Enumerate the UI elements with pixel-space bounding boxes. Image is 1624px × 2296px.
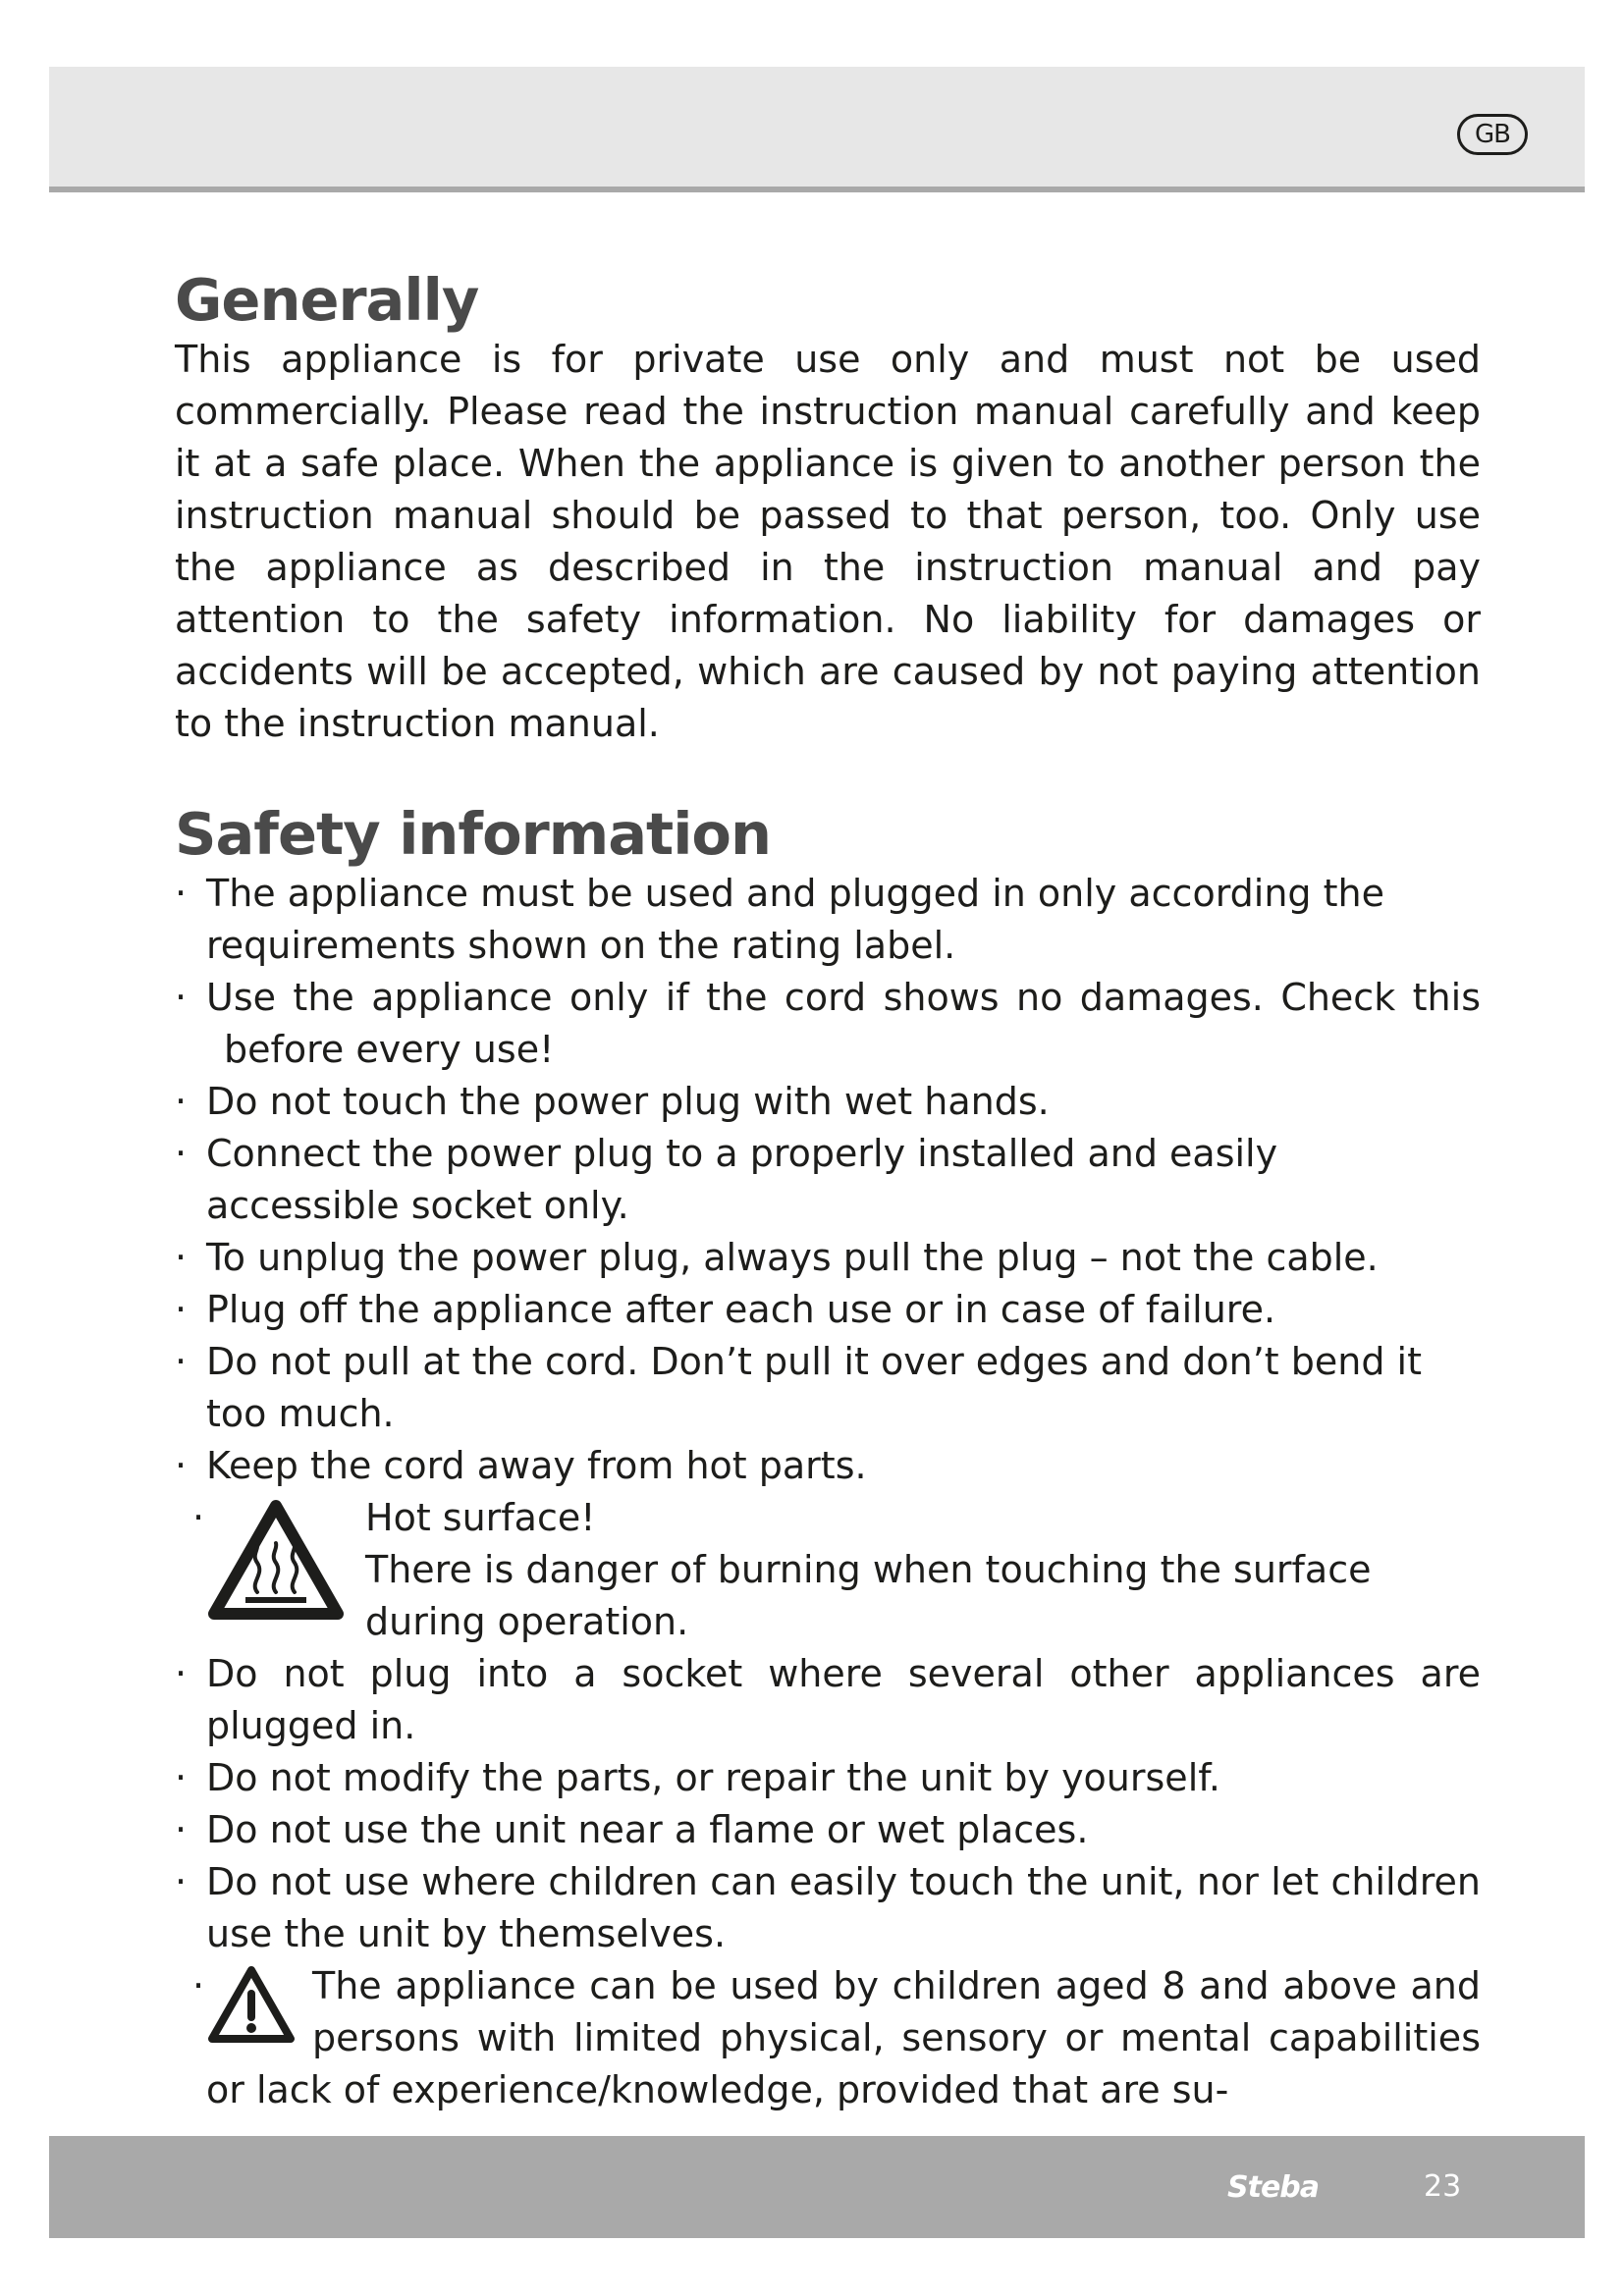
list-item: · Keep the cord away from hot parts.	[175, 1444, 867, 1487]
generally-text: This appliance is for private use only and must not be used commercially. Please read the instruction manual carefully and keep it at a safe place. When the appliance is given to another person the instruction manual should be passed to that person, too. Only use the appliance as described in the instruction manual and pay attention to the safety information. No liability for damages or accidents will be accepted, which are caused by not paying attention to the instruction manual.	[175, 338, 1481, 745]
list-item	[175, 1128, 1481, 1232]
list-item-text: Do not use where children can easily touch the unit, nor let children use the unit by themselves.	[206, 1860, 1481, 1955]
footer-band	[49, 2136, 1585, 2238]
language-badge: GB	[1457, 114, 1528, 155]
header-divider	[49, 187, 1585, 192]
list-item: · Do not use the unit near a flame or wet places.	[175, 1808, 1089, 1851]
list-item	[175, 1232, 1481, 1284]
hot-surface-warning	[175, 1492, 1481, 1648]
list-item	[175, 868, 1481, 972]
bullet-dot: ·	[175, 1132, 188, 1175]
hot-surface-icon	[206, 1498, 346, 1626]
list-item-text: Keep the cord away from hot parts.	[206, 1444, 867, 1487]
list-item-text: Do not plug into a socket where several other appliances are plugged in.	[206, 1652, 1481, 1747]
steba-logo: Steba	[1227, 2170, 1320, 2205]
bullet-dot: ·	[192, 1496, 205, 1539]
header-band	[49, 67, 1585, 187]
list-item	[175, 1856, 1481, 1960]
section-title-generally: Generally	[175, 266, 479, 334]
section-title-safety: Safety information	[175, 800, 771, 868]
page-content	[175, 267, 1481, 2116]
safety-list	[175, 868, 1481, 2116]
page-number: 23	[1424, 2169, 1462, 2204]
list-item	[175, 1648, 1481, 1752]
children-warning-block	[206, 1960, 1481, 2116]
list-item-text: Plug off the appliance after each use or in case of failure.	[206, 1288, 1276, 1331]
list-item	[175, 1336, 1481, 1440]
bullet-dot: ·	[175, 1340, 188, 1383]
list-item: · Plug off the appliance after each use or in case of failure.	[175, 1288, 1276, 1331]
hot-surface-body	[365, 1492, 1481, 1648]
bullet-dot: ·	[175, 1236, 188, 1279]
bullet-dot: ·	[175, 1652, 188, 1695]
list-item-text: Do not touch the power plug with wet hands.	[206, 1080, 1050, 1123]
list-item: · Do not modify the parts, or repair the unit by yourself.	[175, 1756, 1220, 1799]
list-item-text: The appliance must be used and plugged in only according the requirements shown on the rating label.	[206, 872, 1384, 967]
children-warning	[175, 1960, 1481, 2116]
list-item-text: Do not pull at the cord. Don’t pull it over edges and don’t bend it too much.	[206, 1340, 1422, 1435]
children-warning-text: The appliance can be used by children aged 8 and above and persons with limited physical, sensory or mental capabilities or lack of experience/knowledge, provided that are su-	[206, 1964, 1481, 2111]
list-item-text: Do not use the unit near a flame or wet places.	[206, 1808, 1089, 1851]
bullet-dot: ·	[175, 872, 188, 915]
list-item: · Do not touch the power plug with wet hands.	[175, 1080, 1050, 1123]
list-item-text: To unplug the power plug, always pull the plug – not the cable.	[206, 1236, 1379, 1279]
list-item-text: Do not modify the parts, or repair the unit by yourself.	[206, 1756, 1220, 1799]
hot-surface-block	[206, 1492, 1481, 1648]
hot-surface-text: There is danger of burning when touching the surface during operation.	[365, 1548, 1372, 1643]
bullet-dot: ·	[192, 1964, 205, 2007]
bullet-dot: ·	[175, 1860, 188, 1903]
list-item-text: Connect the power plug to a properly installed and easily accessible socket only.	[206, 1132, 1278, 1227]
list-item: · Use the appliance only if the cord shows no damages. Check this before every use!	[175, 976, 1481, 1071]
hot-surface-title: Hot surface!	[365, 1496, 596, 1539]
list-item-text: Use the appliance only if the cord shows no damages. Check this before every use!	[206, 976, 1481, 1071]
warning-triangle-icon	[206, 1964, 297, 2047]
